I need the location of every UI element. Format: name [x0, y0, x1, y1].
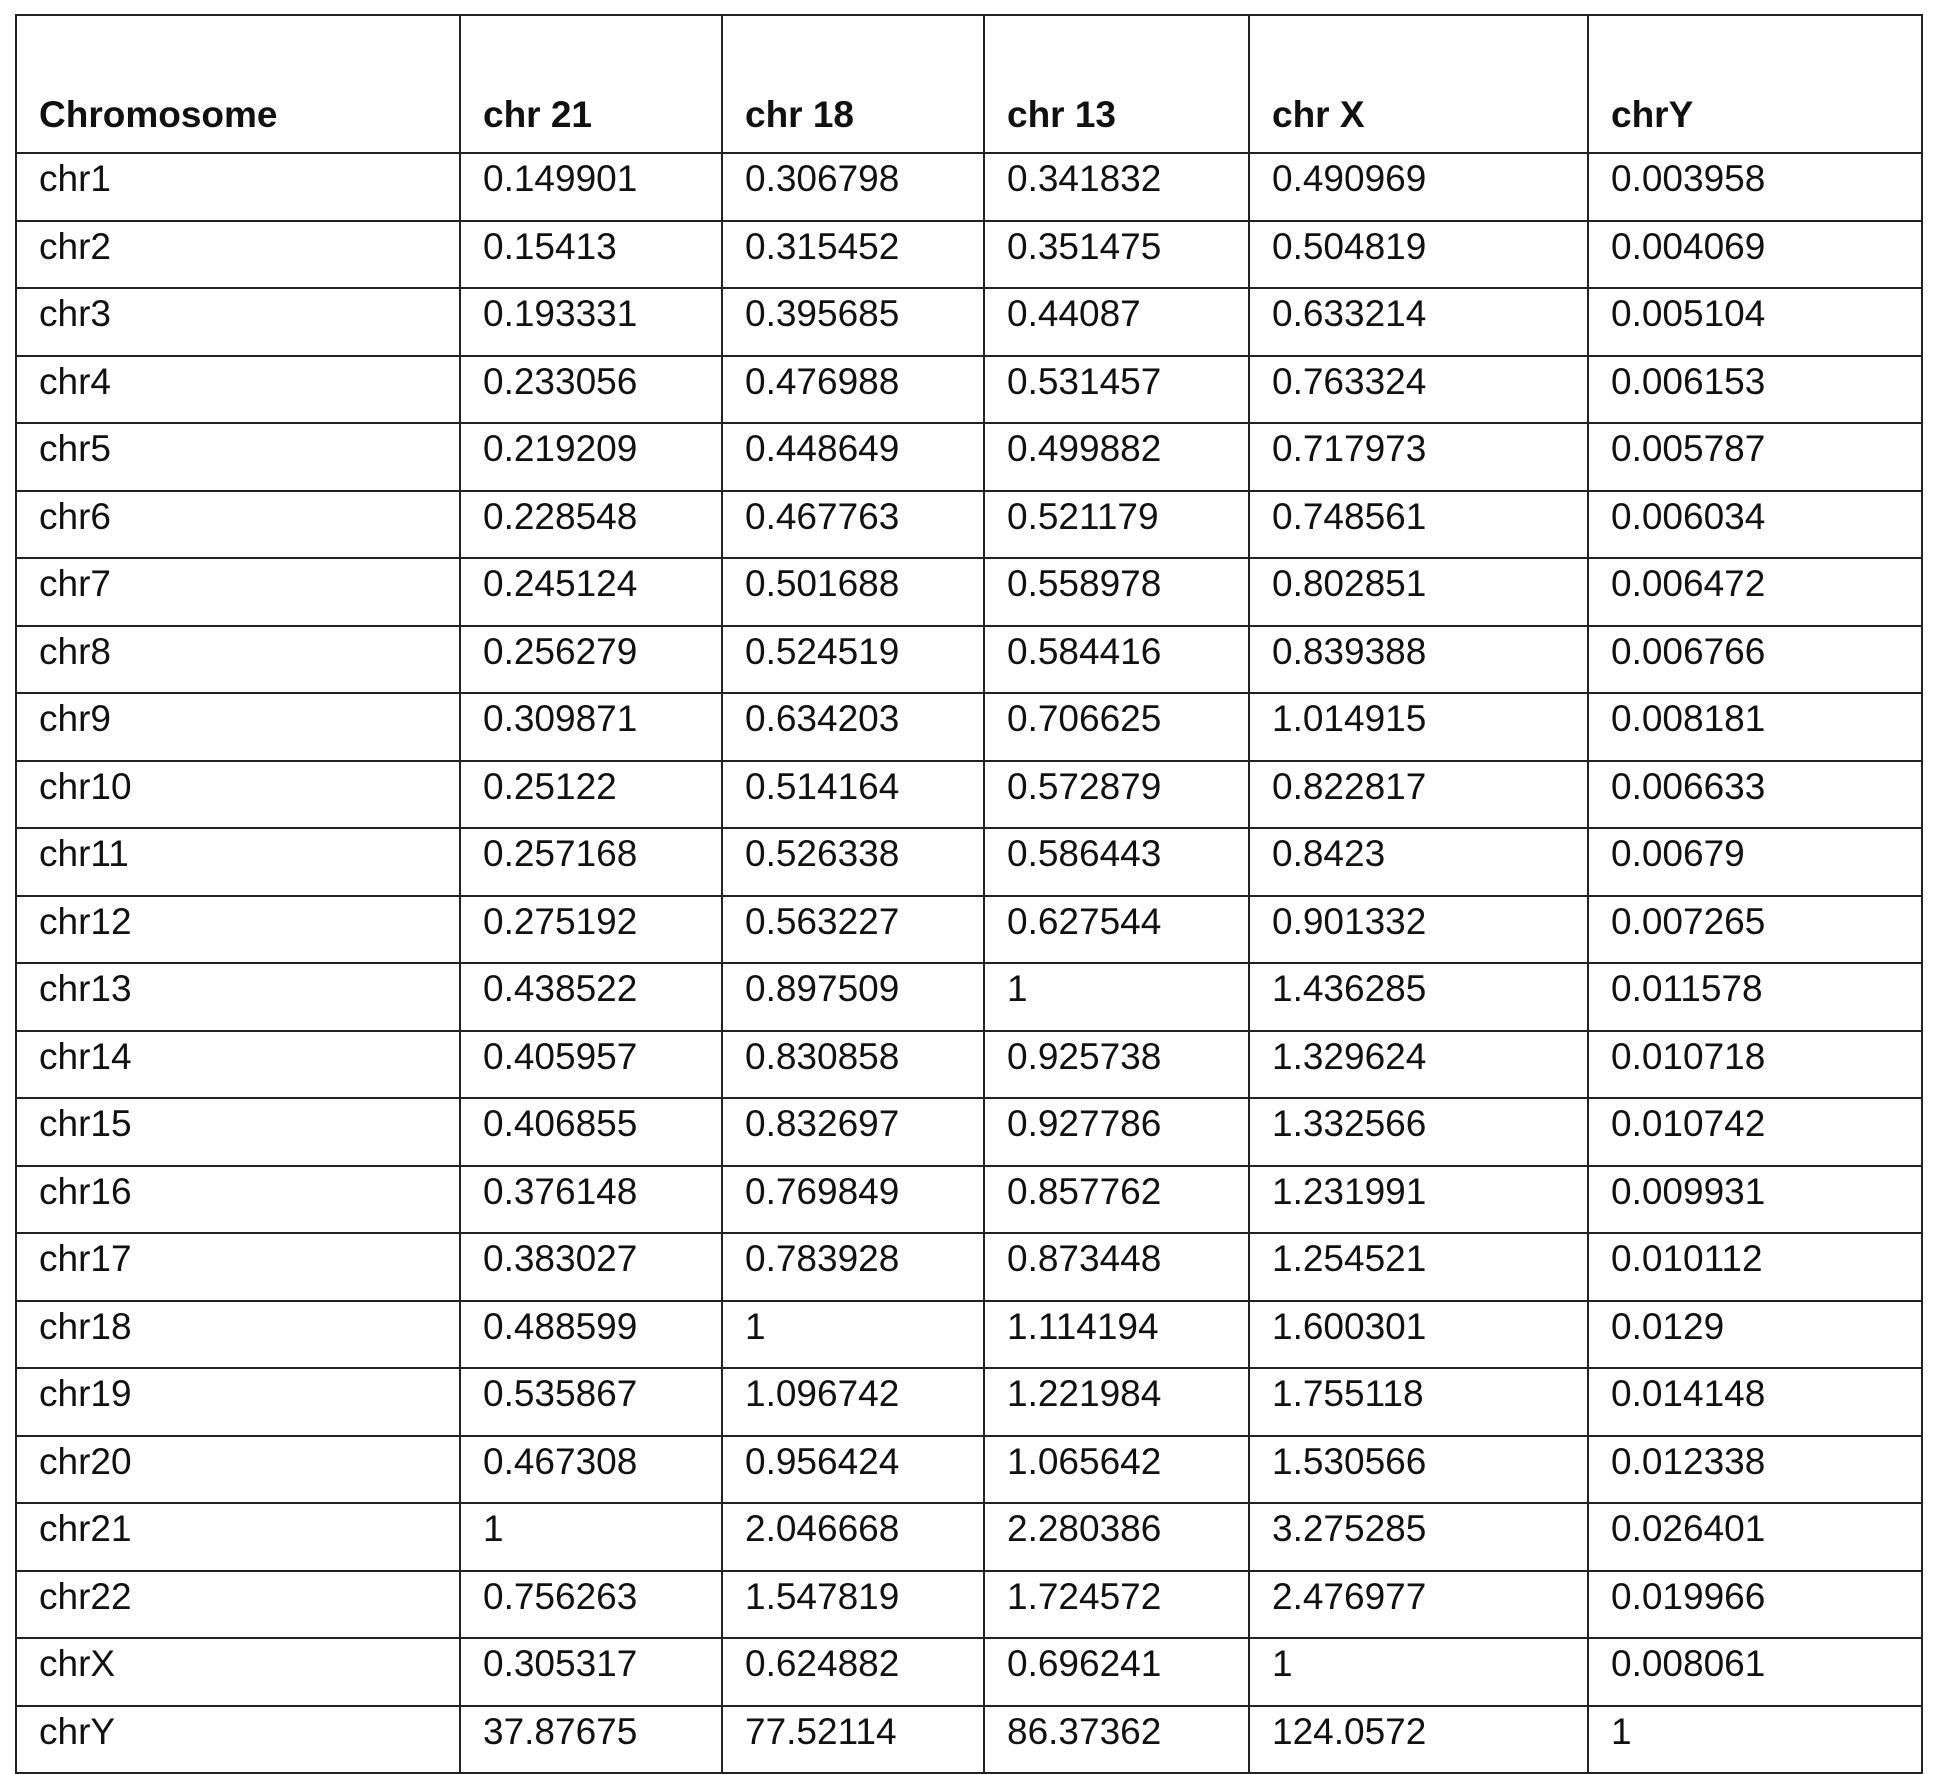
value-cell: 0.526338 [722, 828, 984, 896]
value-cell: 1.231991 [1249, 1166, 1588, 1234]
value-cell: 0.026401 [1588, 1503, 1922, 1571]
value-cell: 0.376148 [460, 1166, 722, 1234]
value-cell: 2.046668 [722, 1503, 984, 1571]
value-cell: 0.531457 [984, 356, 1249, 424]
value-cell: 0.476988 [722, 356, 984, 424]
value-cell: 1.065642 [984, 1436, 1249, 1504]
table-row [16, 1571, 1922, 1639]
table-row [16, 1503, 1922, 1571]
value-cell: 0.006766 [1588, 626, 1922, 694]
value-cell: 1.547819 [722, 1571, 984, 1639]
value-cell: 0.011578 [1588, 963, 1922, 1031]
value-cell: 0.305317 [460, 1638, 722, 1706]
value-cell: 1.436285 [1249, 963, 1588, 1031]
value-cell: 0.012338 [1588, 1436, 1922, 1504]
value-cell: 0.756263 [460, 1571, 722, 1639]
value-cell: 0.0129 [1588, 1301, 1922, 1369]
value-cell: 0.315452 [722, 221, 984, 289]
column-header: chr 18 [722, 15, 984, 153]
value-cell: 0.405957 [460, 1031, 722, 1099]
value-cell: 0.563227 [722, 896, 984, 964]
value-cell: 0.633214 [1249, 288, 1588, 356]
table-row [16, 1031, 1922, 1099]
value-cell: 0.802851 [1249, 558, 1588, 626]
table-row [16, 896, 1922, 964]
row-label-cell: chr17 [16, 1233, 460, 1301]
value-cell: 0.467763 [722, 491, 984, 559]
value-cell: 0.634203 [722, 693, 984, 761]
value-cell: 124.0572 [1249, 1706, 1588, 1774]
value-cell: 1.329624 [1249, 1031, 1588, 1099]
table-row [16, 288, 1922, 356]
table-row [16, 491, 1922, 559]
value-cell: 0.351475 [984, 221, 1249, 289]
row-label-cell: chr1 [16, 153, 460, 221]
value-cell: 1 [984, 963, 1249, 1031]
value-cell: 0.572879 [984, 761, 1249, 829]
row-label-cell: chr8 [16, 626, 460, 694]
value-cell: 0.873448 [984, 1233, 1249, 1301]
table-row [16, 221, 1922, 289]
row-label-cell: chr16 [16, 1166, 460, 1234]
value-cell: 0.448649 [722, 423, 984, 491]
row-label-cell: chr19 [16, 1368, 460, 1436]
value-cell: 2.476977 [1249, 1571, 1588, 1639]
value-cell: 0.524519 [722, 626, 984, 694]
value-cell: 0.769849 [722, 1166, 984, 1234]
row-label-cell: chr9 [16, 693, 460, 761]
value-cell: 0.233056 [460, 356, 722, 424]
table-body [16, 153, 1922, 1773]
value-cell: 37.87675 [460, 1706, 722, 1774]
value-cell: 0.275192 [460, 896, 722, 964]
table-row [16, 1368, 1922, 1436]
value-cell: 0.897509 [722, 963, 984, 1031]
chromosome-ratio-table [15, 14, 1923, 1774]
value-cell: 0.696241 [984, 1638, 1249, 1706]
column-header: chrY [1588, 15, 1922, 153]
value-cell: 0.501688 [722, 558, 984, 626]
value-cell: 0.193331 [460, 288, 722, 356]
table-row [16, 828, 1922, 896]
value-cell: 1.530566 [1249, 1436, 1588, 1504]
value-cell: 0.438522 [460, 963, 722, 1031]
value-cell: 0.25122 [460, 761, 722, 829]
table-row [16, 356, 1922, 424]
value-cell: 0.8423 [1249, 828, 1588, 896]
value-cell: 0.822817 [1249, 761, 1588, 829]
table-row [16, 626, 1922, 694]
value-cell: 0.257168 [460, 828, 722, 896]
value-cell: 0.008181 [1588, 693, 1922, 761]
table-row [16, 1436, 1922, 1504]
table-row [16, 1233, 1922, 1301]
value-cell: 1.114194 [984, 1301, 1249, 1369]
value-cell: 1.332566 [1249, 1098, 1588, 1166]
value-cell: 1 [722, 1301, 984, 1369]
value-cell: 1.096742 [722, 1368, 984, 1436]
table-row [16, 558, 1922, 626]
value-cell: 0.00679 [1588, 828, 1922, 896]
value-cell: 0.005787 [1588, 423, 1922, 491]
value-cell: 0.009931 [1588, 1166, 1922, 1234]
value-cell: 1.014915 [1249, 693, 1588, 761]
value-cell: 1.254521 [1249, 1233, 1588, 1301]
value-cell: 0.624882 [722, 1638, 984, 1706]
value-cell: 0.008061 [1588, 1638, 1922, 1706]
value-cell: 0.832697 [722, 1098, 984, 1166]
value-cell: 0.341832 [984, 153, 1249, 221]
value-cell: 0.584416 [984, 626, 1249, 694]
value-cell: 0.395685 [722, 288, 984, 356]
value-cell: 0.006472 [1588, 558, 1922, 626]
value-cell: 0.956424 [722, 1436, 984, 1504]
table-row [16, 1301, 1922, 1369]
value-cell: 1.755118 [1249, 1368, 1588, 1436]
value-cell: 0.901332 [1249, 896, 1588, 964]
value-cell: 0.763324 [1249, 356, 1588, 424]
value-cell: 0.558978 [984, 558, 1249, 626]
value-cell: 0.44087 [984, 288, 1249, 356]
value-cell: 0.927786 [984, 1098, 1249, 1166]
value-cell: 0.149901 [460, 153, 722, 221]
value-cell: 1.221984 [984, 1368, 1249, 1436]
value-cell: 0.256279 [460, 626, 722, 694]
row-label-cell: chr5 [16, 423, 460, 491]
row-label-cell: chrX [16, 1638, 460, 1706]
value-cell: 0.839388 [1249, 626, 1588, 694]
value-cell: 0.504819 [1249, 221, 1588, 289]
value-cell: 0.219209 [460, 423, 722, 491]
value-cell: 0.007265 [1588, 896, 1922, 964]
value-cell: 0.006633 [1588, 761, 1922, 829]
value-cell: 0.488599 [460, 1301, 722, 1369]
value-cell: 0.717973 [1249, 423, 1588, 491]
table-row [16, 761, 1922, 829]
column-header: chr 13 [984, 15, 1249, 153]
value-cell: 0.309871 [460, 693, 722, 761]
column-header: chr X [1249, 15, 1588, 153]
table-row [16, 153, 1922, 221]
table-row [16, 1166, 1922, 1234]
value-cell: 0.748561 [1249, 491, 1588, 559]
value-cell: 0.783928 [722, 1233, 984, 1301]
value-cell: 0.006034 [1588, 491, 1922, 559]
value-cell: 0.499882 [984, 423, 1249, 491]
row-label-cell: chr10 [16, 761, 460, 829]
value-cell: 0.925738 [984, 1031, 1249, 1099]
table-row [16, 1706, 1922, 1774]
row-label-cell: chr3 [16, 288, 460, 356]
value-cell: 0.006153 [1588, 356, 1922, 424]
value-cell: 0.706625 [984, 693, 1249, 761]
value-cell: 0.245124 [460, 558, 722, 626]
value-cell: 0.535867 [460, 1368, 722, 1436]
row-label-cell: chr2 [16, 221, 460, 289]
row-label-cell: chr7 [16, 558, 460, 626]
row-label-cell: chr6 [16, 491, 460, 559]
row-label-cell: chrY [16, 1706, 460, 1774]
table-row [16, 693, 1922, 761]
row-label-cell: chr20 [16, 1436, 460, 1504]
column-header: chr 21 [460, 15, 722, 153]
value-cell: 0.228548 [460, 491, 722, 559]
value-cell: 0.627544 [984, 896, 1249, 964]
value-cell: 0.15413 [460, 221, 722, 289]
table-row [16, 423, 1922, 491]
value-cell: 0.467308 [460, 1436, 722, 1504]
row-label-cell: chr11 [16, 828, 460, 896]
value-cell: 1.724572 [984, 1571, 1249, 1639]
value-cell: 1 [1249, 1638, 1588, 1706]
row-label-cell: chr13 [16, 963, 460, 1031]
value-cell: 0.019966 [1588, 1571, 1922, 1639]
value-cell: 0.586443 [984, 828, 1249, 896]
row-label-cell: chr4 [16, 356, 460, 424]
value-cell: 0.383027 [460, 1233, 722, 1301]
value-cell: 0.830858 [722, 1031, 984, 1099]
value-cell: 0.306798 [722, 153, 984, 221]
column-header: Chromosome [16, 15, 460, 153]
table-row [16, 963, 1922, 1031]
value-cell: 0.406855 [460, 1098, 722, 1166]
row-label-cell: chr14 [16, 1031, 460, 1099]
value-cell: 77.52114 [722, 1706, 984, 1774]
table-row [16, 1098, 1922, 1166]
row-label-cell: chr22 [16, 1571, 460, 1639]
row-label-cell: chr21 [16, 1503, 460, 1571]
value-cell: 0.490969 [1249, 153, 1588, 221]
row-label-cell: chr12 [16, 896, 460, 964]
value-cell: 0.014148 [1588, 1368, 1922, 1436]
row-label-cell: chr18 [16, 1301, 460, 1369]
value-cell: 1 [1588, 1706, 1922, 1774]
value-cell: 0.010718 [1588, 1031, 1922, 1099]
value-cell: 3.275285 [1249, 1503, 1588, 1571]
value-cell: 1 [460, 1503, 722, 1571]
row-label-cell: chr15 [16, 1098, 460, 1166]
value-cell: 0.010112 [1588, 1233, 1922, 1301]
value-cell: 0.004069 [1588, 221, 1922, 289]
value-cell: 0.857762 [984, 1166, 1249, 1234]
value-cell: 0.005104 [1588, 288, 1922, 356]
value-cell: 0.003958 [1588, 153, 1922, 221]
value-cell: 0.514164 [722, 761, 984, 829]
value-cell: 0.521179 [984, 491, 1249, 559]
value-cell: 86.37362 [984, 1706, 1249, 1774]
value-cell: 1.600301 [1249, 1301, 1588, 1369]
value-cell: 2.280386 [984, 1503, 1249, 1571]
header-row [16, 15, 1922, 153]
value-cell: 0.010742 [1588, 1098, 1922, 1166]
